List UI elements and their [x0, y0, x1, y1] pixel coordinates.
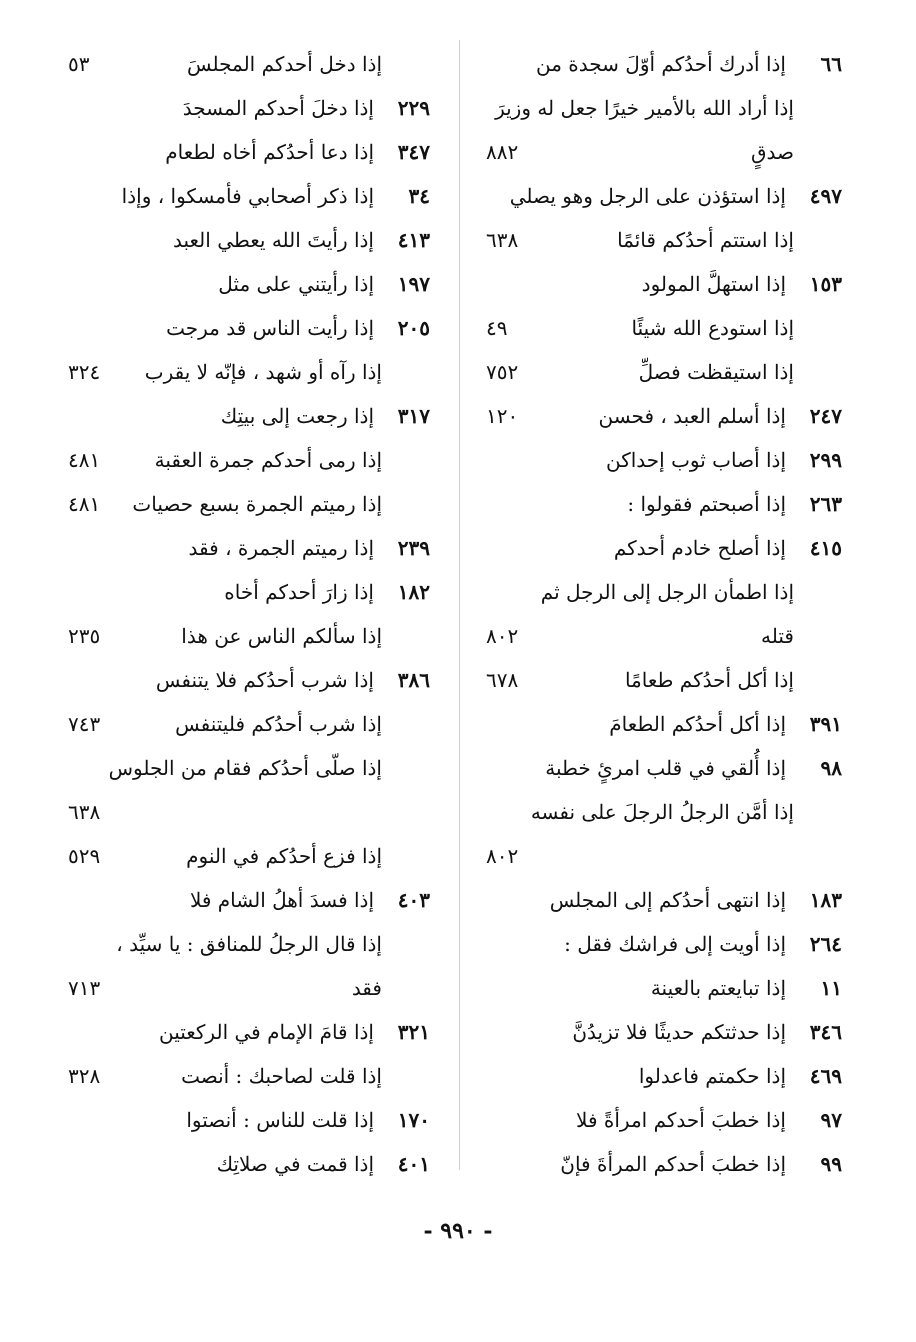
index-entry: [68, 1142, 430, 1186]
index-entry: [68, 702, 430, 746]
entry-text: إذا تبايعتم بالعينة: [650, 976, 786, 1000]
entry-text: إذا استتم أحدُكم قائمًا: [617, 228, 794, 252]
entry-number: ٤١٥: [809, 536, 842, 560]
index-entry: [486, 526, 842, 570]
entry-text: إذا استيقظت فصلِّ: [638, 360, 794, 384]
entry-page-ref: ٥٣: [68, 52, 90, 76]
entry-number: ٩٩: [820, 1152, 842, 1176]
entry-text: إذا استهلَّ المولود: [641, 272, 786, 296]
entry-text: إذا أراد الله بالأمير خيرًا جعل له وزيرَ: [495, 96, 794, 120]
index-entry: [486, 394, 842, 438]
entry-text: إذا قامَ الإمام في الركعتين: [158, 1020, 374, 1044]
column-divider: [459, 40, 460, 1170]
entry-text: إذا فزع أحدُكم في النوم: [186, 844, 382, 868]
entry-text: فقد: [351, 976, 382, 1000]
index-entry: [486, 482, 842, 526]
entry-number: ٢٦٤: [809, 932, 842, 956]
index-entry: [486, 966, 842, 1010]
entry-page-ref: ٣٢٤: [68, 360, 101, 384]
entry-number: ٣٨٦: [397, 668, 430, 692]
entry-text: إذا أدرك أحدُكم أوّلَ سجدة من: [536, 52, 786, 76]
index-entry: [486, 174, 842, 218]
index-entry: [486, 658, 842, 702]
entry-text: إذا رميتم الجمرة بسبع حصيات: [132, 492, 382, 516]
index-entry: [68, 394, 430, 438]
entry-text: إذا ذكر أصحابي فأمسكوا ، وإذا: [121, 184, 374, 208]
entry-number: ٩٧: [820, 1108, 842, 1132]
index-entry: [486, 130, 842, 174]
entry-number: ٣٢١: [397, 1020, 430, 1044]
index-entry: [486, 1098, 842, 1142]
index-entry: [68, 218, 430, 262]
entry-text: إذا أكل أحدُكم الطعامَ: [609, 712, 786, 736]
entry-text: إذا أكل أحدُكم طعامًا: [624, 668, 794, 692]
index-entry: [68, 42, 430, 86]
entry-text: إذا دخل أحدكم المجلسَ: [187, 52, 382, 76]
entry-number: ١٨٢: [397, 580, 430, 604]
entry-page-ref: ٨٨٢: [486, 140, 519, 164]
index-entry: [486, 350, 842, 394]
entry-number: ٣٩١: [809, 712, 842, 736]
index-entry: [486, 438, 842, 482]
entry-page-ref: ٧١٣: [68, 976, 101, 1000]
index-entry: [68, 834, 430, 878]
entry-text: إذا رجعت إلى بيتِك: [220, 404, 374, 428]
left-column: [68, 42, 430, 1186]
index-entry: [68, 746, 430, 790]
index-entry: [68, 570, 430, 614]
index-entry: [68, 174, 430, 218]
entry-page-ref: ٦٣٨: [68, 800, 101, 824]
index-entry: [486, 570, 842, 614]
index-entry: [68, 614, 430, 658]
entry-page-ref: ٨٠٢: [486, 624, 519, 648]
entry-number: ١١: [820, 976, 842, 1000]
index-entry: [486, 614, 842, 658]
entry-text: إذا أصاب ثوب إحداكن: [606, 448, 786, 472]
index-entry: [68, 966, 430, 1010]
entry-page-ref: ٣٢٨: [68, 1064, 101, 1088]
entry-text: إذا استؤذن على الرجل وهو يصلي: [509, 184, 786, 208]
index-entry: [68, 130, 430, 174]
entry-text: إذا أمَّن الرجلُ الرجلَ على نفسه: [530, 800, 794, 824]
index-entry: [486, 306, 842, 350]
entry-text: إذا شرب أحدُكم فلا يتنفس: [155, 668, 374, 692]
entry-number: ٣٤٧: [397, 140, 430, 164]
entry-text: إذا خطبَ أحدكم المرأةَ فإنّ: [560, 1152, 786, 1176]
index-entry: [486, 746, 842, 790]
index-entry: [68, 438, 430, 482]
entry-page-ref: ٨٠٢: [486, 844, 519, 868]
index-entry: [68, 1098, 430, 1142]
entry-text: إذا رآه أو شهد ، فإنّه لا يقرب: [144, 360, 382, 384]
entry-text: إذا أصبحتم فقولوا :: [627, 492, 786, 516]
index-entry: [486, 834, 842, 878]
entry-page-ref: ٧٥٢: [486, 360, 519, 384]
entry-text: إذا أويت إلى فراشك فقل :: [564, 932, 786, 956]
entry-text: إذا اطمأن الرجل إلى الرجل ثم: [540, 580, 794, 604]
entry-number: ٤٩٧: [809, 184, 842, 208]
entry-number: ٦٦: [820, 52, 842, 76]
entry-text: إذا خطبَ أحدكم امرأةً فلا: [576, 1108, 786, 1132]
entry-text: إذا صلّى أحدُكم فقام من الجلوس: [108, 756, 382, 780]
entry-text: إذا رمى أحدكم جمرة العقبة: [154, 448, 382, 472]
entry-text: إذا قلت لصاحبك : أنصت: [181, 1064, 382, 1088]
index-entry: [68, 1054, 430, 1098]
entry-page-ref: ٧٤٣: [68, 712, 101, 736]
index-entry: [68, 790, 430, 834]
entry-number: ٤٠١: [397, 1152, 430, 1176]
entry-text: قتله: [761, 624, 794, 648]
entry-page-ref: ٢٣٥: [68, 624, 101, 648]
entry-text: إذا انتهى أحدُكم إلى المجلس: [549, 888, 786, 912]
entry-text: إذا قمت في صلاتِك: [216, 1152, 374, 1176]
entry-number: ٣٤: [408, 184, 430, 208]
entry-text: إذا أسلم العبد ، فحسن: [598, 404, 786, 428]
index-entry: [486, 86, 842, 130]
entry-number: ٤٦٩: [809, 1064, 842, 1088]
entry-text: إذا رأيتَ الله يعطي العبد: [173, 228, 374, 252]
index-entry: [486, 1010, 842, 1054]
entry-number: ٢٢٩: [397, 96, 430, 120]
index-entry: [68, 1010, 430, 1054]
entry-number: ١٥٣: [809, 272, 842, 296]
entry-text: إذا سألكم الناس عن هذا: [181, 624, 382, 648]
index-entry: [68, 658, 430, 702]
index-entry: [486, 878, 842, 922]
entry-number: ١٩٧: [397, 272, 430, 296]
entry-text: إذا استودع الله شيئًا: [631, 316, 794, 340]
entry-number: ٤٠٣: [397, 888, 430, 912]
entry-number: ٢٦٣: [809, 492, 842, 516]
index-entry: [486, 1054, 842, 1098]
index-entry: [68, 262, 430, 306]
entry-text: إذا أُلقي في قلب امرئٍ خطبة: [545, 756, 786, 780]
entry-number: ٣٤٦: [809, 1020, 842, 1044]
entry-text: إذا زارَ أحدكم أخاه: [224, 580, 374, 604]
entry-text: إذا حدثتكم حديثًا فلا تزيدُنَّ: [572, 1020, 786, 1044]
entry-text: إذا دخلَ أحدكم المسجدَ: [182, 96, 374, 120]
entry-text: إذا رميتم الجمرة ، فقد: [188, 536, 374, 560]
entry-text: إذا رأيتني على مثل: [218, 272, 374, 296]
entry-page-ref: ٥٢٩: [68, 844, 101, 868]
entry-text: إذا فسدَ أهلُ الشام فلا: [189, 888, 374, 912]
entry-text: صدقٍ: [751, 140, 794, 164]
entry-number: ١٨٣: [809, 888, 842, 912]
index-entry: [68, 86, 430, 130]
index-entry: [486, 262, 842, 306]
entry-number: ٩٨: [820, 756, 842, 780]
entry-page-ref: ٤٨١: [68, 492, 101, 516]
index-entry: [68, 350, 430, 394]
entry-text: إذا حكمتم فاعدلوا: [638, 1064, 786, 1088]
index-entry: [486, 42, 842, 86]
entry-number: ٢٣٩: [397, 536, 430, 560]
entry-text: إذا أصلح خادم أحدكم: [613, 536, 786, 560]
entry-text: إذا دعا أحدُكم أخاه لطعام: [165, 140, 374, 164]
page-number: - ٩٩٠ -: [423, 1218, 493, 1244]
entry-text: إذا قال الرجلُ للمنافق : يا سيِّد ،: [116, 932, 382, 956]
entry-number: ٢٩٩: [809, 448, 842, 472]
index-entry: [68, 526, 430, 570]
entry-page-ref: ٤٩: [486, 316, 508, 340]
entry-text: إذا رأيت الناس قد مرجت: [166, 316, 374, 340]
index-entry: [68, 922, 430, 966]
entry-page-ref: ١٢٠: [486, 404, 519, 428]
entry-text: إذا قلت للناس : أنصتوا: [186, 1108, 374, 1132]
entry-number: ٢٠٥: [397, 316, 430, 340]
entry-page-ref: ٦٣٨: [486, 228, 519, 252]
index-entry: [68, 878, 430, 922]
index-entry: [486, 790, 842, 834]
entry-number: ١٧٠: [397, 1108, 430, 1132]
index-entry: [486, 922, 842, 966]
index-entry: [486, 218, 842, 262]
index-entry: [486, 1142, 842, 1186]
entry-number: ٣١٧: [397, 404, 430, 428]
entry-number: ٢٤٧: [809, 404, 842, 428]
index-entry: [68, 482, 430, 526]
index-entry: [68, 306, 430, 350]
index-entry: [486, 702, 842, 746]
entry-page-ref: ٦٧٨: [486, 668, 519, 692]
right-column: [486, 42, 842, 1186]
entry-text: إذا شرب أحدُكم فليتنفس: [175, 712, 382, 736]
entry-number: ٤١٣: [397, 228, 430, 252]
entry-page-ref: ٤٨١: [68, 448, 101, 472]
